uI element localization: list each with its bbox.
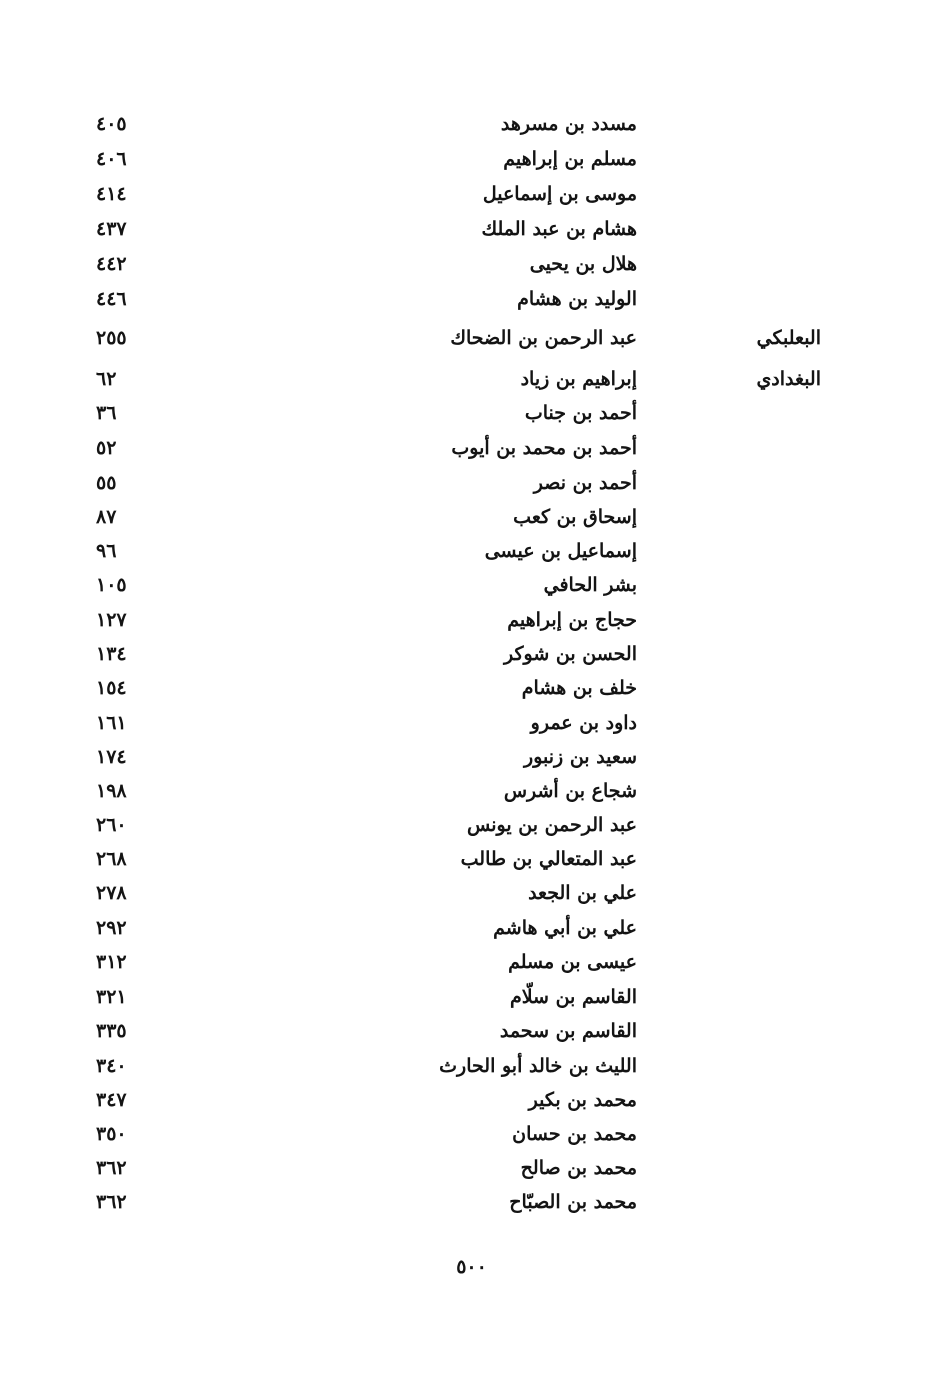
entry-page-number: ٤١٤ [96, 183, 127, 205]
entry-name: أحمد بن جناب [524, 402, 637, 424]
entry-name: حجاج بن إبراهيم [507, 609, 637, 631]
entry-name: سعيد بن زنبور [524, 746, 637, 768]
entry-name: مسلم بن إبراهيم [503, 148, 637, 170]
entry-page-number: ٣٦ [96, 402, 117, 424]
index-entry [0, 247, 943, 281]
entry-name: بشر الحافي [543, 574, 637, 596]
entry-page-number: ٥٥ [96, 472, 117, 494]
entry-page-number: ٣٦٢ [96, 1191, 127, 1213]
entry-page-number: ٩٦ [96, 540, 117, 562]
entry-page-number: ١٦١ [96, 712, 127, 734]
entry-page-number: ١٥٤ [96, 677, 127, 699]
entry-page-number: ١٩٨ [96, 780, 127, 802]
entry-name: إسماعيل بن عيسى [484, 540, 637, 562]
entry-name: عبد المتعالي بن طالب [460, 848, 637, 870]
entry-name: هشام بن عبد الملك [481, 218, 637, 240]
index-entry [0, 911, 943, 945]
entry-name: القاسم بن سلّام [509, 986, 637, 1008]
entry-name: علي بن أبي هاشم [493, 917, 637, 939]
entry-name: محمد بن صالح [520, 1157, 637, 1179]
entry-page-number: ٣١٢ [96, 951, 127, 973]
index-entry [0, 980, 943, 1014]
entry-name: علي بن الجعد [528, 882, 637, 904]
entry-name: عيسى بن مسلم [508, 951, 637, 973]
entry-name: محمد بن بكير [528, 1089, 637, 1111]
entry-nisba: البعلبكي [756, 327, 821, 349]
index-entry [0, 706, 943, 740]
entry-name: الحسن بن شوكر [504, 643, 637, 665]
index-entry [0, 842, 943, 876]
entry-nisba: البغدادي [756, 368, 821, 390]
index-entry [0, 568, 943, 602]
index-entry [0, 1014, 943, 1048]
entry-page-number: ١٢٧ [96, 609, 127, 631]
index-entry [0, 534, 943, 568]
index-entry [0, 1117, 943, 1151]
entry-name: إبراهيم بن زياد [520, 368, 637, 390]
entry-page-number: ٨٧ [96, 506, 117, 528]
entry-page-number: ٤٠٥ [96, 113, 127, 135]
page-number: ٥٠٠ [456, 1256, 487, 1278]
index-entry [0, 466, 943, 500]
index-entry [0, 431, 943, 465]
index-entry [0, 740, 943, 774]
entry-name: إسحاق بن كعب [513, 506, 637, 528]
entry-page-number: ١٠٥ [96, 574, 127, 596]
index-entry [0, 212, 943, 246]
entry-page-number: ٣٤٠ [96, 1055, 127, 1077]
entry-name: القاسم بن سحمد [499, 1020, 637, 1042]
index-entry [0, 177, 943, 211]
index-entry [0, 774, 943, 808]
index-entry [0, 945, 943, 979]
entry-page-number: ٤٣٧ [96, 218, 127, 240]
index-entry [0, 1083, 943, 1117]
entry-page-number: ٢٦٠ [96, 814, 127, 836]
entry-name: شجاع بن أشرس [503, 780, 637, 802]
entry-name: داود بن عمرو [530, 712, 637, 734]
index-entry [0, 671, 943, 705]
index-entry [0, 1185, 943, 1219]
index-entry [0, 282, 943, 316]
entry-page-number: ٣٤٧ [96, 1089, 127, 1111]
index-entry [0, 142, 943, 176]
entry-name: عبد الرحمن بن الضحاك [450, 327, 637, 349]
index-entry [0, 637, 943, 671]
entry-name: الوليد بن هشام [517, 288, 637, 310]
entry-page-number: ١٧٤ [96, 746, 127, 768]
entry-name: خلف بن هشام [521, 677, 637, 699]
entry-page-number: ٢٩٢ [96, 917, 127, 939]
entry-name: أحمد بن نصر [533, 472, 637, 494]
entry-page-number: ٥٢ [96, 437, 117, 459]
index-entry [0, 500, 943, 534]
entry-name: الليث بن خالد أبو الحارث [439, 1055, 637, 1077]
entry-page-number: ٢٧٨ [96, 882, 127, 904]
entry-name: عبد الرحمن بن يونس [467, 814, 637, 836]
entry-name: هلال بن يحيى [529, 253, 637, 275]
entry-page-number: ٣٦٢ [96, 1157, 127, 1179]
entry-page-number: ٢٥٥ [96, 327, 127, 349]
index-entry [0, 321, 943, 355]
entry-page-number: ٣٥٠ [96, 1123, 127, 1145]
entry-name: أحمد بن محمد بن أيوب [451, 437, 637, 459]
entry-page-number: ٤٤٢ [96, 253, 127, 275]
entry-page-number: ٤٤٦ [96, 288, 127, 310]
entry-page-number: ١٣٤ [96, 643, 127, 665]
index-entry [0, 362, 943, 396]
entry-name: موسى بن إسماعيل [482, 183, 637, 205]
index-entry [0, 603, 943, 637]
entry-page-number: ٣٣٥ [96, 1020, 127, 1042]
index-entry [0, 1049, 943, 1083]
entry-name: محمد بن حسان [512, 1123, 637, 1145]
entry-page-number: ٢٦٨ [96, 848, 127, 870]
entry-page-number: ٣٢١ [96, 986, 127, 1008]
index-entry [0, 107, 943, 141]
entry-page-number: ٤٠٦ [96, 148, 127, 170]
entry-name: محمد بن الصبّاح [509, 1191, 637, 1213]
index-entry [0, 876, 943, 910]
index-entry [0, 808, 943, 842]
entry-name: مسدد بن مسرهد [500, 113, 637, 135]
entry-page-number: ٦٢ [96, 368, 117, 390]
index-entry [0, 1151, 943, 1185]
index-entry [0, 396, 943, 430]
